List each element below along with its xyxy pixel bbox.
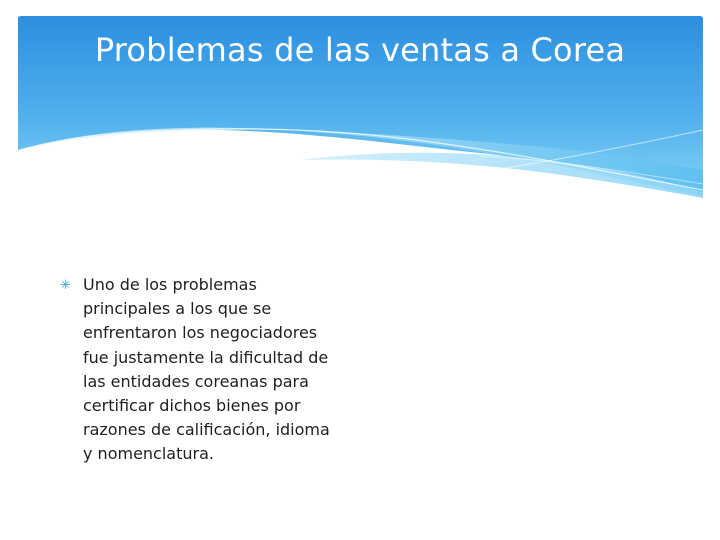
bullet-line: principales a los que se [83,299,272,319]
bullet-line: fue justamente la dificultad de [83,347,329,367]
bullet-line: enfrentaron los negociadores [83,323,318,343]
bullet-line: las entidades coreanas para [83,371,309,391]
bullet-list [60,273,350,467]
bullet-line: Uno de los problemas [83,275,257,294]
bullet-line: razones de calificación, idioma [83,420,330,440]
bullet-item [60,273,350,467]
bullet-line: y nomenclatura. [83,444,214,464]
slide-title: Problemas de las ventas a Corea [94,31,626,69]
asterisk-icon: ✳ [60,278,71,293]
bullet-text [83,273,350,467]
bullet-line: certificar dichos bienes por [83,396,301,416]
